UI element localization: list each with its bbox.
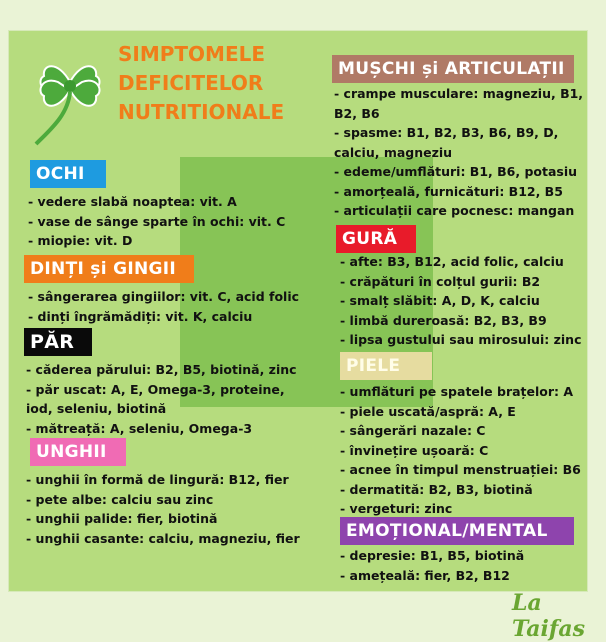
- list-item: iod, seleniu, biotină: [26, 401, 167, 416]
- list-item: - dinți îngrămădiți: vit. K, calciu: [28, 308, 253, 324]
- list-item: - unghii în formă de lingură: B12, fier: [26, 472, 289, 487]
- watermark-text: La Taifas: [512, 590, 585, 642]
- list-item: - depresie: B1, B5, biotină: [340, 548, 525, 563]
- list-item: - articulații care pocnesc: mangan: [334, 203, 575, 218]
- section-list-dinti: [28, 287, 299, 326]
- section-heading-dinti: DINȚI și GINGII: [24, 255, 194, 283]
- section-list-muschi: [334, 84, 583, 221]
- section-heading-ochi: OCHI: [30, 160, 106, 188]
- list-item: - unghii palide: fier, biotină: [26, 511, 218, 526]
- section-list-gura: [340, 252, 581, 350]
- list-item: - acnee în timpul menstruației: B6: [340, 462, 581, 477]
- list-item: - amețeală: fier, B2, B12: [340, 567, 510, 583]
- list-item: B2, B6: [334, 105, 380, 121]
- section-list-piele: [340, 382, 581, 519]
- title-line: NUTRITIONALE: [118, 100, 285, 124]
- list-item: - vergeturi: zinc: [340, 501, 453, 516]
- list-item: - lipsa gustului sau mirosului: zinc: [340, 332, 582, 347]
- list-item: - amorțeală, furnicături: B12, B5: [334, 183, 563, 199]
- list-item: - vedere slabă noaptea: vit. A: [28, 194, 237, 209]
- list-item: - afte: B3, B12, acid folic, calciu: [340, 254, 564, 269]
- list-item: - învinețire ușoară: C: [340, 442, 489, 458]
- list-item: - vase de sânge sparte în ochi: vit. C: [28, 213, 286, 229]
- list-item: - limbă dureroasă: B2, B3, B9: [340, 312, 547, 328]
- list-item: - sângerarea gingiilor: vit. C, acid folic: [28, 289, 300, 304]
- section-list-ochi: [28, 192, 285, 251]
- section-heading-emotional: EMOȚIONAL/MENTAL: [340, 517, 574, 545]
- list-item: - umflături pe spatele brațelor: A: [340, 384, 574, 399]
- section-heading-unghii: UNGHII: [30, 438, 126, 466]
- section-heading-gura: GURĂ: [336, 225, 416, 253]
- section-list-par: [26, 360, 297, 438]
- list-item: - crampe musculare: magneziu, B1,: [334, 86, 584, 101]
- title-line: DEFICITELOR: [118, 71, 264, 95]
- clover-icon: [28, 40, 113, 150]
- list-item: - sângerări nazale: C: [340, 423, 486, 438]
- list-item: - unghii casante: calciu, magneziu, fier: [26, 530, 300, 546]
- list-item: - căderea părului: B2, B5, biotină, zinc: [26, 362, 297, 377]
- section-list-emotional: [340, 546, 524, 585]
- list-item: - spasme: B1, B2, B3, B6, B9, D,: [334, 125, 559, 140]
- watermark-logo: [512, 590, 606, 642]
- list-item: - mătreață: A, seleniu, Omega-3: [26, 420, 253, 436]
- list-item: - edeme/umflături: B1, B6, potasiu: [334, 164, 578, 179]
- section-heading-par: PĂR: [24, 328, 92, 356]
- list-item: calciu, magneziu: [334, 144, 453, 160]
- list-item: - smalț slăbit: A, D, K, calciu: [340, 293, 540, 308]
- title-line: SIMPTOMELE: [118, 42, 266, 66]
- page-title: [118, 40, 284, 127]
- list-item: - crăpături în colțul gurii: B2: [340, 273, 541, 289]
- section-heading-piele: PIELE: [340, 352, 432, 380]
- list-item: - miopie: vit. D: [28, 233, 133, 248]
- list-item: - piele uscată/aspră: A, E: [340, 403, 516, 419]
- section-heading-muschi: MUȘCHI și ARTICULAȚII: [332, 55, 574, 83]
- section-list-unghii: [26, 470, 300, 548]
- list-item: - pete albe: calciu sau zinc: [26, 491, 214, 507]
- list-item: - păr uscat: A, E, Omega-3, proteine,: [26, 381, 285, 397]
- list-item: - dermatită: B2, B3, biotină: [340, 481, 533, 497]
